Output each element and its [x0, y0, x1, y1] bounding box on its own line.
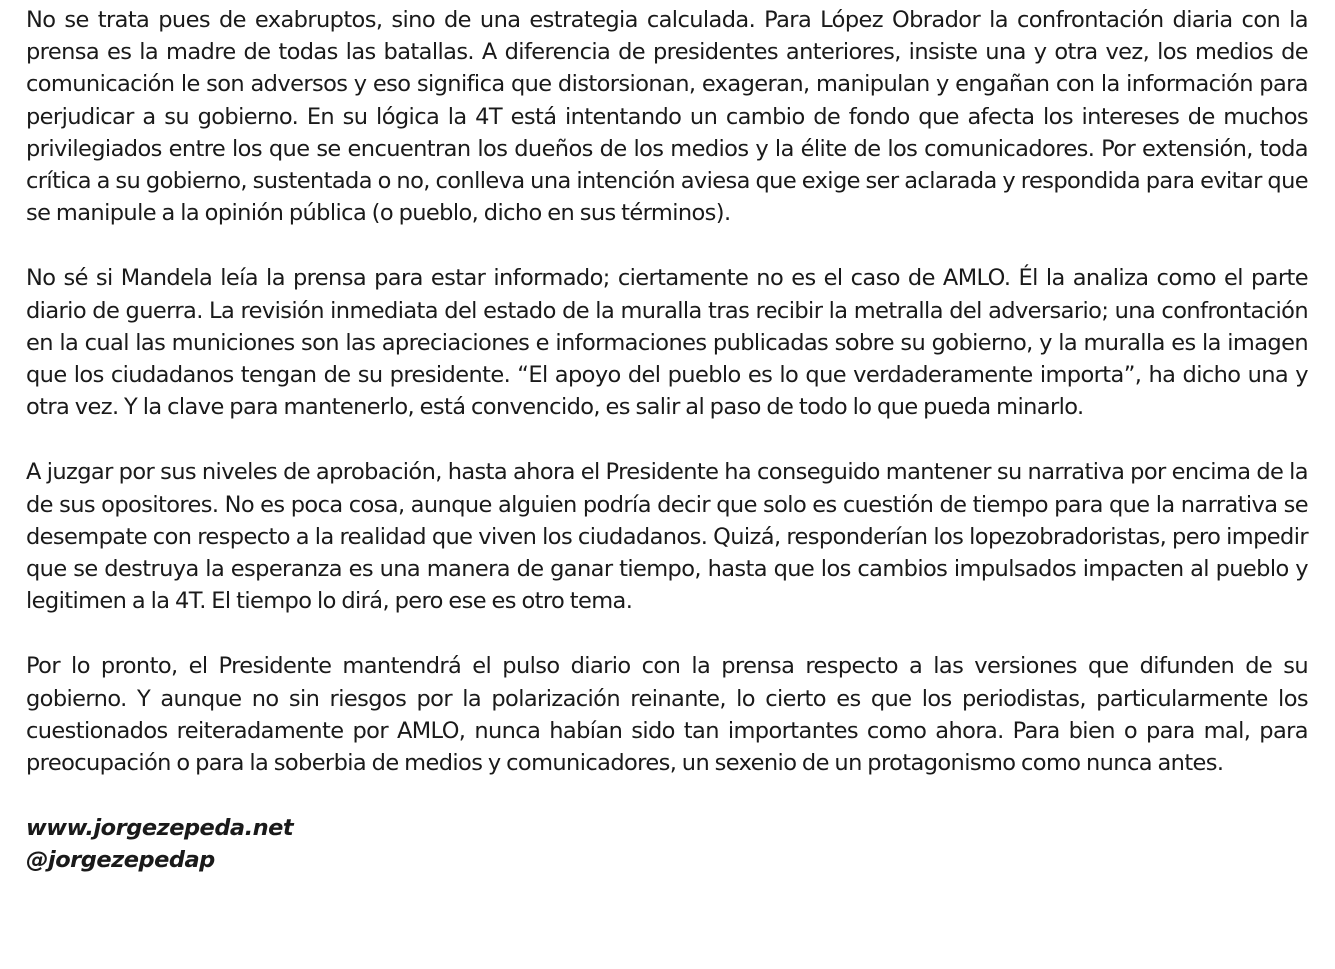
paragraph-1: No se trata pues de exabruptos, sino de una estrategia calculada. Para López Obrador la confrontación diaria con la prensa es la madre de todas las batallas. A diferencia de presidentes anteriores, insiste una y otra vez, los medios de comunicación le son adversos y eso significa que distorsionan, exageran, manipulan y engañan con la información para perjudicar a su gobierno. En su lógica la 4T está intentando un cambio de fondo que afecta los intereses de muchos privilegiados entre los que se encuentran los dueños de los medios y la élite de los comunicadores. Por extensión, toda crítica a su gobierno, sustentada o no, conlleva una intención aviesa que exige ser aclarada y respondida para evitar que se manipule a la opinión pública (o pueblo, dicho en sus términos). — [26, 7, 1308, 227]
article-body — [26, 4, 1308, 877]
author-website: www.jorgezepeda.net — [26, 815, 294, 842]
paragraph-3: A juzgar por sus niveles de aprobación, hasta ahora el Presidente ha conseguido mantener su narrativa por encima de la de sus opositores. No es poca cosa, aunque alguien podría decir que solo es cuestión de tiempo para que la narrativa se desempate con respecto a la realidad que viven los ciudadanos. Quizá, responderían los lopezobradoristas, pero impedir que se destruya la esperanza es una manera de ganar tiempo, hasta que los cambios impulsados impacten al pueblo y legitimen a la 4T. El tiempo lo dirá, pero ese es otro tema. — [26, 459, 1308, 615]
paragraph-4: Por lo pronto, el Presidente mantendrá el pulso diario con la prensa respecto a las versiones que difunden de su gobierno. Y aunque no sin riesgos por la polarización reinante, lo cierto es que los periodistas, particularmente los cuestionados reiteradamente por AMLO, nunca habían sido tan importantes como ahora. Para bien o para mal, para preocupación o para la soberbia de medios y comunicadores, un sexenio de un protagonismo como nunca antes. — [26, 653, 1308, 777]
author-signature — [26, 812, 1308, 876]
paragraph-2: No sé si Mandela leía la prensa para estar informado; ciertamente no es el caso de AMLO. Él la analiza como el parte diario de guerra. La revisión inmediata del estado de la muralla tras recibir la metralla del adversario; una confrontación en la cual las municiones son las apreciaciones e informaciones publicadas sobre su gobierno, y la muralla es la imagen que los ciudadanos tengan de su presidente. “El apoyo del pueblo es lo que verdaderamente importa”, ha dicho una y otra vez. Y la clave para mantenerlo, está convencido, es salir al paso de todo lo que pueda minarlo. — [26, 265, 1308, 421]
author-handle: @jorgezepedap — [26, 847, 215, 874]
